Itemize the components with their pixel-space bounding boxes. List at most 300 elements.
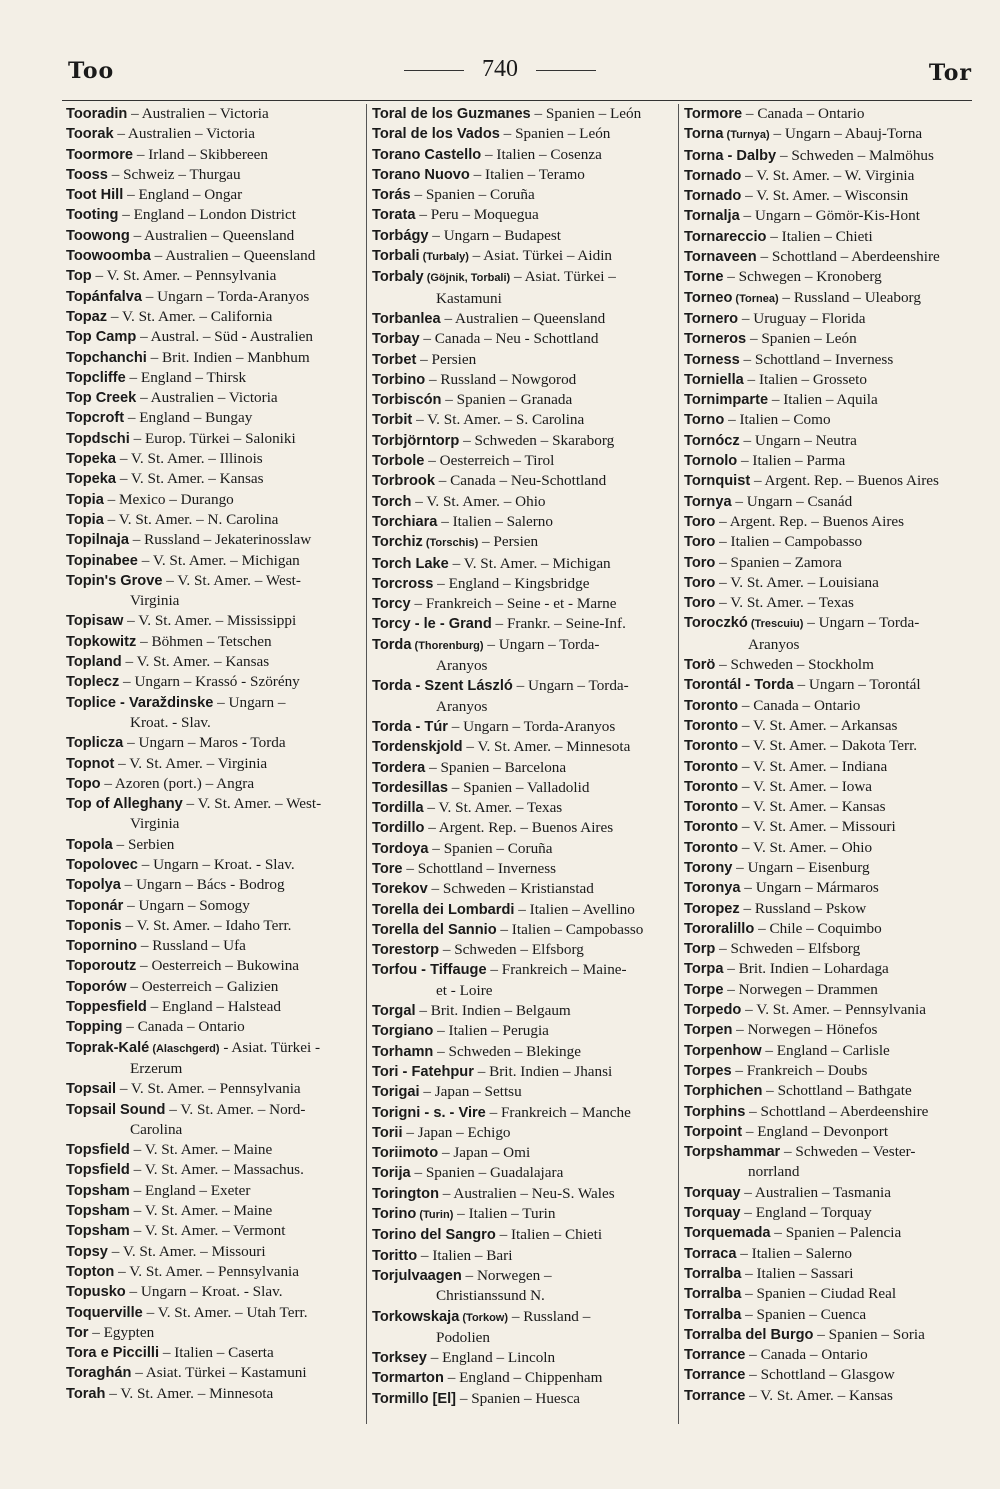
entry-location: – Italien – Grosseto (743, 370, 867, 388)
entry-headword: Toponár (66, 897, 124, 914)
gazetteer-entry (66, 510, 364, 530)
entry-location: – Italien – Campobasso (496, 920, 644, 938)
gazetteer-entry (66, 287, 364, 307)
entry-headword: Torbino (372, 371, 426, 388)
entry-headword: Topsail (66, 1081, 117, 1098)
entry-headword: Tor (66, 1324, 89, 1341)
gazetteer-entry (684, 939, 976, 959)
entry-location: – Australien – Queensland (440, 309, 606, 327)
entry-location: – Ungarn – Eisenburg (732, 858, 870, 876)
entry-continuation: Erzerum (130, 1059, 183, 1077)
entry-headword: Torcy - le - Grand (372, 616, 492, 633)
entry-location: – Azoren (port.) – Angra (100, 774, 255, 792)
column-1 (66, 104, 364, 1404)
gazetteer-entry (684, 878, 976, 898)
entry-location: – England – Thirsk (125, 368, 247, 386)
entry-location: – Australien – Victoria (127, 105, 269, 122)
entry-headword: Topsham (66, 1203, 130, 1220)
entry-headword: Torbrook (372, 473, 435, 490)
entry-location: – V. St. Amer. – Kansas (745, 1386, 893, 1404)
gazetteer-entry (684, 227, 976, 247)
gazetteer-entry (684, 777, 976, 797)
entry-headword: Top (66, 268, 92, 285)
entry-headword: Torcross (372, 575, 434, 592)
gazetteer-entry (684, 1081, 976, 1101)
gazetteer-entry (684, 593, 976, 613)
entry-location: – V. St. Amer. – N. Carolina (103, 510, 279, 528)
entry-headword: Torna - Dalby (684, 147, 777, 164)
entry-location: – Schweden – Kristianstad (427, 880, 594, 898)
entry-headword: Torbaly (372, 269, 424, 286)
entry-location: – Ungarn – Neutra (739, 431, 857, 449)
gazetteer-entry (684, 124, 976, 145)
entry-headword: Toplice - Varaždinske (66, 694, 214, 711)
entry-location: – Schweden – Elfsborg (715, 940, 861, 958)
entry-location: – Spanien – León (530, 105, 642, 122)
entry-location: – Schweden – Blekinge (433, 1042, 581, 1060)
gazetteer-entry (684, 1365, 976, 1385)
gazetteer-entry (372, 267, 676, 309)
entry-headword: Torbet (372, 351, 417, 368)
entry-location: – V. St. Amer. – Minnesota (105, 1384, 274, 1402)
entry-location: – V. St. Amer. – Texas (715, 594, 854, 612)
entry-headword: Torniella (684, 371, 744, 388)
gazetteer-entry (66, 1201, 364, 1221)
entry-headword: Topisaw (66, 613, 124, 630)
entry-location: – Ungarn – Budapest (428, 226, 561, 244)
entry-headword: Topsfield (66, 1142, 130, 1159)
gazetteer-entry (372, 594, 676, 614)
entry-headword: Toriimoto (372, 1145, 439, 1162)
gazetteer-entry (372, 676, 676, 717)
entry-location: – Persien (416, 350, 477, 368)
gazetteer-entry (684, 716, 976, 736)
gazetteer-entry (684, 1305, 976, 1325)
entry-headword: Tordera (372, 759, 426, 776)
entry-location: – Italien – Parma (737, 452, 846, 470)
gazetteer-entry (372, 532, 676, 553)
entry-headword: Toro (684, 595, 716, 612)
entry-location: – V. St. Amer. – Pennsylvania (114, 1262, 300, 1280)
entry-location: – England – Exeter (129, 1181, 251, 1199)
entry-headword: Topusko (66, 1284, 126, 1301)
entry-headword: Topsy (66, 1243, 108, 1260)
gazetteer-entry (372, 900, 676, 920)
gazetteer-entry (372, 839, 676, 859)
header-left-catchword: Too (68, 58, 115, 84)
entry-location: – V. St. Amer. – Ohio (738, 838, 873, 856)
entry-continuation: norrland (748, 1163, 800, 1181)
gazetteer-entry (372, 717, 676, 737)
gazetteer-entry (66, 754, 364, 774)
entry-headword: Tormore (684, 106, 743, 122)
entry-headword: Torralba (684, 1286, 742, 1303)
gazetteer-entry (66, 1079, 364, 1099)
entry-headword: Torella dei Lombardi (372, 901, 515, 918)
entry-headword: Torpoint (684, 1123, 743, 1140)
gazetteer-entry (66, 1160, 364, 1180)
gazetteer-entry (372, 145, 676, 165)
gazetteer-entry (66, 1140, 364, 1160)
gazetteer-entry (66, 1181, 364, 1201)
entry-headword: Toot Hill (66, 187, 124, 204)
entry-location: – Spanien – Palencia (770, 1224, 902, 1242)
entry-location: – Schweden – Vester- (780, 1143, 916, 1161)
entry-headword: Torhamn (372, 1043, 434, 1060)
gazetteer-entry (66, 794, 364, 835)
entry-headword: Torah (66, 1385, 106, 1402)
entry-location: – V. St. Amer. – Michigan (448, 554, 611, 572)
entry-headword: Toral de los Guzmanes (372, 106, 531, 122)
entry-location: – Ungarn – Mármaros (740, 879, 879, 897)
entry-continuation: Aranyos (436, 697, 488, 715)
gazetteer-entry (66, 733, 364, 753)
entry-headword: Toronto (684, 758, 739, 775)
gazetteer-entry (372, 431, 676, 451)
entry-headword: Topilnaja (66, 532, 129, 549)
entry-headword: Tornado (684, 167, 742, 184)
entry-headword: Toral de los Vados (372, 126, 500, 143)
entry-headword: Torontál - Torda (684, 677, 794, 694)
entry-location: – V. St. Amer. – Pennsylvania (91, 267, 277, 285)
gazetteer-entry (684, 166, 976, 186)
entry-location: – V. St. Amer. – Maine (129, 1141, 273, 1159)
entry-location: – Ungarn – Krassó - Szörény (119, 673, 300, 691)
gazetteer-entry (684, 980, 976, 1000)
entry-alt-name: (Trescuiu) (747, 618, 804, 631)
entry-location: – Serbien (112, 835, 175, 853)
gazetteer-entry (372, 1184, 676, 1204)
entry-headword: Torneo (684, 289, 733, 306)
gazetteer-entry (66, 875, 364, 895)
gazetteer-entry (372, 1082, 676, 1102)
gazetteer-entry (66, 632, 364, 652)
gazetteer-entry (372, 1001, 676, 1021)
entry-headword: Torness (684, 351, 740, 368)
gazetteer-entry (66, 1303, 364, 1323)
entry-location: – V. St. Amer. – Missouri (738, 818, 896, 836)
gazetteer-entry (372, 329, 676, 349)
entry-location: – Italien – Salerno (736, 1244, 853, 1262)
entry-location: – Australien – Tasmania (740, 1183, 892, 1201)
gazetteer-entry (66, 693, 364, 734)
entry-headword: Torano Castello (372, 146, 482, 163)
entry-headword: Tooss (66, 166, 108, 183)
entry-headword: Torington (372, 1185, 439, 1202)
entry-headword: Tooradin (66, 106, 128, 122)
entry-location: – Canada – Neu-Schottland (434, 472, 607, 490)
gazetteer-entry (372, 124, 676, 144)
gazetteer-entry (684, 919, 976, 939)
entry-location: – Japan – Omi (438, 1144, 531, 1162)
gazetteer-entry (372, 350, 676, 370)
entry-location: – Egypten (88, 1323, 155, 1341)
gazetteer-entry (372, 512, 676, 532)
entry-location: – Australien – Neu-S. Wales (439, 1184, 615, 1202)
entry-location: – V. St. Amer. – W. Virginia (741, 166, 915, 184)
entry-location: – England – Carlisle (761, 1041, 890, 1059)
entry-headword: Topaz (66, 308, 108, 325)
entry-headword: Torpes (684, 1062, 732, 1079)
entry-location: – Ungarn – Torda- (803, 614, 920, 632)
entry-headword: Tornalja (684, 208, 740, 225)
gazetteer-entry (66, 571, 364, 612)
entry-headword: Torpen (684, 1022, 733, 1039)
entry-headword: Topping (66, 1019, 123, 1036)
gazetteer-entry (372, 1143, 676, 1163)
entry-headword: Toro (684, 534, 716, 551)
gazetteer-entry (372, 246, 676, 267)
gazetteer-entry (372, 554, 676, 574)
entry-continuation: Christianssund N. (436, 1287, 545, 1305)
entry-headword: Torjulvaagen (372, 1267, 462, 1284)
entry-headword: Topánfalva (66, 288, 142, 305)
entry-headword: Torp (684, 941, 716, 958)
entry-headword: Torpedo (684, 1002, 742, 1019)
entry-headword: Toro (684, 554, 716, 571)
gazetteer-entry (684, 532, 976, 552)
header-rule (62, 100, 972, 101)
gazetteer-entry (66, 855, 364, 875)
entry-headword: Topolovec (66, 856, 138, 873)
entry-location: – Canada – Ontario (745, 1346, 868, 1364)
entry-headword: Torquay (684, 1184, 741, 1201)
entry-headword: Tori - Fatehpur (372, 1063, 474, 1080)
entry-headword: Topin's Grove (66, 572, 163, 589)
entry-location: – Italien – Perugia (433, 1022, 549, 1040)
entry-location: – V. St. Amer. – S. Carolina (412, 411, 585, 429)
gazetteer-entry (684, 573, 976, 593)
entry-headword: Top Creek (66, 390, 137, 407)
entry-location: – Europ. Türkei – Saloniki (129, 429, 296, 447)
gazetteer-entry (372, 778, 676, 798)
page-number: 740 (482, 56, 518, 82)
entry-headword: Torás (372, 187, 411, 204)
entry-alt-name: (Tornea) (732, 292, 779, 305)
entry-location: – Spanien – Valladolid (447, 778, 590, 796)
entry-location: – V. St. Amer. – West- (162, 571, 301, 589)
entry-location: – England – Chippenham (443, 1369, 603, 1387)
gazetteer-entry (66, 896, 364, 916)
entry-location: – Chile – Coquimbo (754, 919, 882, 937)
entry-headword: Torö (684, 657, 716, 674)
gazetteer-entry (684, 613, 976, 655)
gazetteer-entry (684, 1284, 976, 1304)
gazetteer-entry (372, 309, 676, 329)
entry-location: – Argent. Rep. – Buenos Aires (715, 512, 905, 530)
gazetteer-entry (66, 1323, 364, 1343)
entry-location: – V. St. Amer. – Kansas (738, 798, 886, 816)
entry-location: – V. St. Amer. – Pennsylvania (741, 1001, 926, 1019)
entry-headword: Tornquist (684, 473, 751, 490)
gazetteer-entry (684, 899, 976, 919)
entry-location: – Australien – Queensland (129, 226, 295, 244)
entry-location: – Spanien – Zamora (715, 553, 842, 571)
entry-continuation: Aranyos (748, 635, 800, 653)
entry-headword: Topinabee (66, 552, 138, 569)
entry-continuation: Aranyos (436, 657, 488, 675)
entry-location: – Mexico – Durango (103, 490, 234, 508)
entry-headword: Tora e Piccilli (66, 1345, 160, 1362)
gazetteer-entry (372, 1307, 676, 1349)
entry-continuation: et - Loire (436, 981, 493, 999)
entry-location: – Norwegen – (461, 1266, 552, 1284)
gazetteer-entry (684, 1223, 976, 1243)
gazetteer-entry (372, 574, 676, 594)
gazetteer-entry (66, 1262, 364, 1282)
gazetteer-entry (66, 1363, 364, 1383)
entry-headword: Toowong (66, 227, 130, 244)
entry-location: – Spanien – Huesca (456, 1389, 581, 1407)
gazetteer-entry (66, 1282, 364, 1302)
entry-headword: Torbágy (372, 227, 429, 244)
entry-headword: Toormore (66, 146, 134, 163)
gazetteer-entry (66, 936, 364, 956)
entry-headword: Top Camp (66, 329, 137, 346)
gazetteer-entry (372, 226, 676, 246)
gazetteer-entry (66, 1038, 364, 1080)
gazetteer-entry (684, 655, 976, 675)
entry-headword: Topsham (66, 1182, 130, 1199)
entry-location: – Spanien – Coruña (428, 839, 553, 857)
gazetteer-entry (684, 959, 976, 979)
gazetteer-entry (372, 1021, 676, 1041)
entry-headword: Tororalillo (684, 920, 755, 937)
gazetteer-entry (372, 492, 676, 512)
gazetteer-entry (66, 205, 364, 225)
entry-location: – Ungarn – Torda-Aranyos (447, 717, 616, 735)
entry-headword: Torquemada (684, 1225, 771, 1242)
entry-headword: Toronto (684, 799, 739, 816)
entry-location: – Ungarn – Abauj-Torna (769, 125, 923, 143)
entry-location: – Norwegen – Hönefos (732, 1021, 878, 1039)
entry-alt-name: (Göjnik, Torbali) (423, 272, 511, 285)
entry-headword: Torgiano (372, 1023, 434, 1040)
entry-headword: Torgal (372, 1003, 416, 1020)
entry-headword: Topkowitz (66, 633, 137, 650)
entry-continuation: Virginia (130, 815, 180, 833)
entry-headword: Toporów (66, 978, 127, 995)
entry-location: – Russland – Ufa (137, 937, 246, 955)
entry-headword: Torbjörntorp (372, 432, 460, 449)
entry-continuation: Kastamuni (436, 289, 502, 307)
entry-headword: Torneros (684, 331, 747, 348)
entry-location: – Ungarn – Torda-Aranyos (141, 287, 310, 305)
entry-location: – Brit. Indien – Lohardaga (723, 960, 889, 978)
gazetteer-entry (66, 307, 364, 327)
gazetteer-entry (66, 672, 364, 692)
entry-location: – Schottland – Glasgow (745, 1366, 895, 1384)
entry-location: – Ungarn – Maros - Torda (123, 734, 286, 752)
entry-location: – Peru – Moquegua (415, 206, 539, 224)
gazetteer-entry (684, 104, 976, 124)
entry-headword: Topia (66, 511, 104, 528)
entry-location: – Australien – Victoria (113, 125, 255, 143)
gazetteer-entry (66, 997, 364, 1017)
entry-location: – Spanien – Soria (813, 1325, 925, 1343)
gazetteer-entry (66, 1221, 364, 1241)
entry-headword: Torella del Sannio (372, 921, 497, 938)
entry-headword: Torch (372, 493, 412, 510)
gazetteer-entry (66, 1384, 364, 1404)
entry-location: – V. St. Amer. – Wisconsin (741, 187, 909, 205)
entry-headword: Torfou - Tiffauge (372, 962, 487, 979)
gazetteer-entry (66, 124, 364, 144)
header-dash-right (536, 70, 596, 71)
entry-alt-name: (Alaschgerd) (149, 1042, 220, 1055)
gazetteer-entry (372, 1204, 676, 1225)
entry-headword: Torphins (684, 1103, 746, 1120)
gazetteer-entry (372, 1266, 676, 1307)
entry-headword: Tormillo [El] (372, 1390, 457, 1407)
entry-alt-name: (Thorenburg) (411, 639, 484, 652)
entry-location: – V. St. Amer. – Massachus. (129, 1161, 304, 1179)
gazetteer-entry (372, 104, 676, 124)
gazetteer-entry (372, 635, 676, 677)
entry-headword: Torksey (372, 1350, 427, 1367)
entry-location: – Schweden – Stockholm (715, 656, 874, 674)
entry-location: – Schweden – Skaraborg (459, 431, 615, 449)
gazetteer-entry (372, 390, 676, 410)
gazetteer-entry (372, 940, 676, 960)
entry-location: – Spanien – Granada (441, 391, 573, 409)
entry-headword: Torbole (372, 453, 425, 470)
entry-location: – V. St. Amer. – Louisiana (715, 573, 879, 591)
gazetteer-entry (684, 696, 976, 716)
entry-location: – V. St. Amer. – Illinois (116, 450, 263, 468)
entry-headword: Toporoutz (66, 958, 137, 975)
entry-headword: Tormarton (372, 1370, 444, 1387)
gazetteer-entry (66, 835, 364, 855)
entry-alt-name: (Turnya) (723, 129, 770, 142)
gazetteer-entry (684, 512, 976, 532)
gazetteer-entry (684, 858, 976, 878)
gazetteer-entry (372, 165, 676, 185)
entry-location: – Asiat. Türkei – Aidin (468, 247, 613, 265)
entry-headword: Topeka (66, 471, 117, 488)
entry-headword: Topland (66, 654, 122, 671)
entry-location: – Russland – (508, 1307, 591, 1325)
entry-headword: Torcy (372, 596, 411, 613)
entry-headword: Torestorp (372, 942, 440, 959)
entry-location: – V. St. Amer. – Nord- (165, 1100, 306, 1118)
entry-headword: Toppesfield (66, 999, 147, 1016)
page-header (0, 50, 1000, 90)
entry-location: – Italien – Bari (417, 1246, 513, 1264)
entry-location: – Schottland – Aberdeenshire (756, 248, 940, 266)
entry-headword: Toronto (684, 738, 739, 755)
entry-headword: Top of Alleghany (66, 796, 183, 813)
entry-location: – V. St. Amer. – Ohio (411, 492, 546, 510)
entry-location: – Italien – Caserta (159, 1344, 274, 1362)
entry-location: – Schwegen – Kronoberg (723, 268, 882, 286)
entry-location: – Italien – Teramo (469, 165, 585, 183)
gazetteer-entry (684, 1041, 976, 1061)
gazetteer-entry (66, 165, 364, 185)
entry-location: – England – London District (118, 206, 296, 224)
entry-headword: Torralba del Burgo (684, 1326, 814, 1343)
entry-headword: Torpe (684, 981, 724, 998)
gazetteer-entry (66, 449, 364, 469)
entry-location: – Ungarn – (213, 693, 286, 711)
gazetteer-entry (66, 327, 364, 347)
gazetteer-entry (66, 774, 364, 794)
entry-location: – Schottland – Aberdeenshire (745, 1102, 929, 1120)
entry-location: – Brit. Indien – Jhansi (473, 1062, 613, 1080)
gazetteer-entry (66, 408, 364, 428)
entry-location: – Canada – Ontario (742, 105, 865, 122)
entry-location: – V. St. Amer. – Pennsylvania (116, 1080, 301, 1098)
